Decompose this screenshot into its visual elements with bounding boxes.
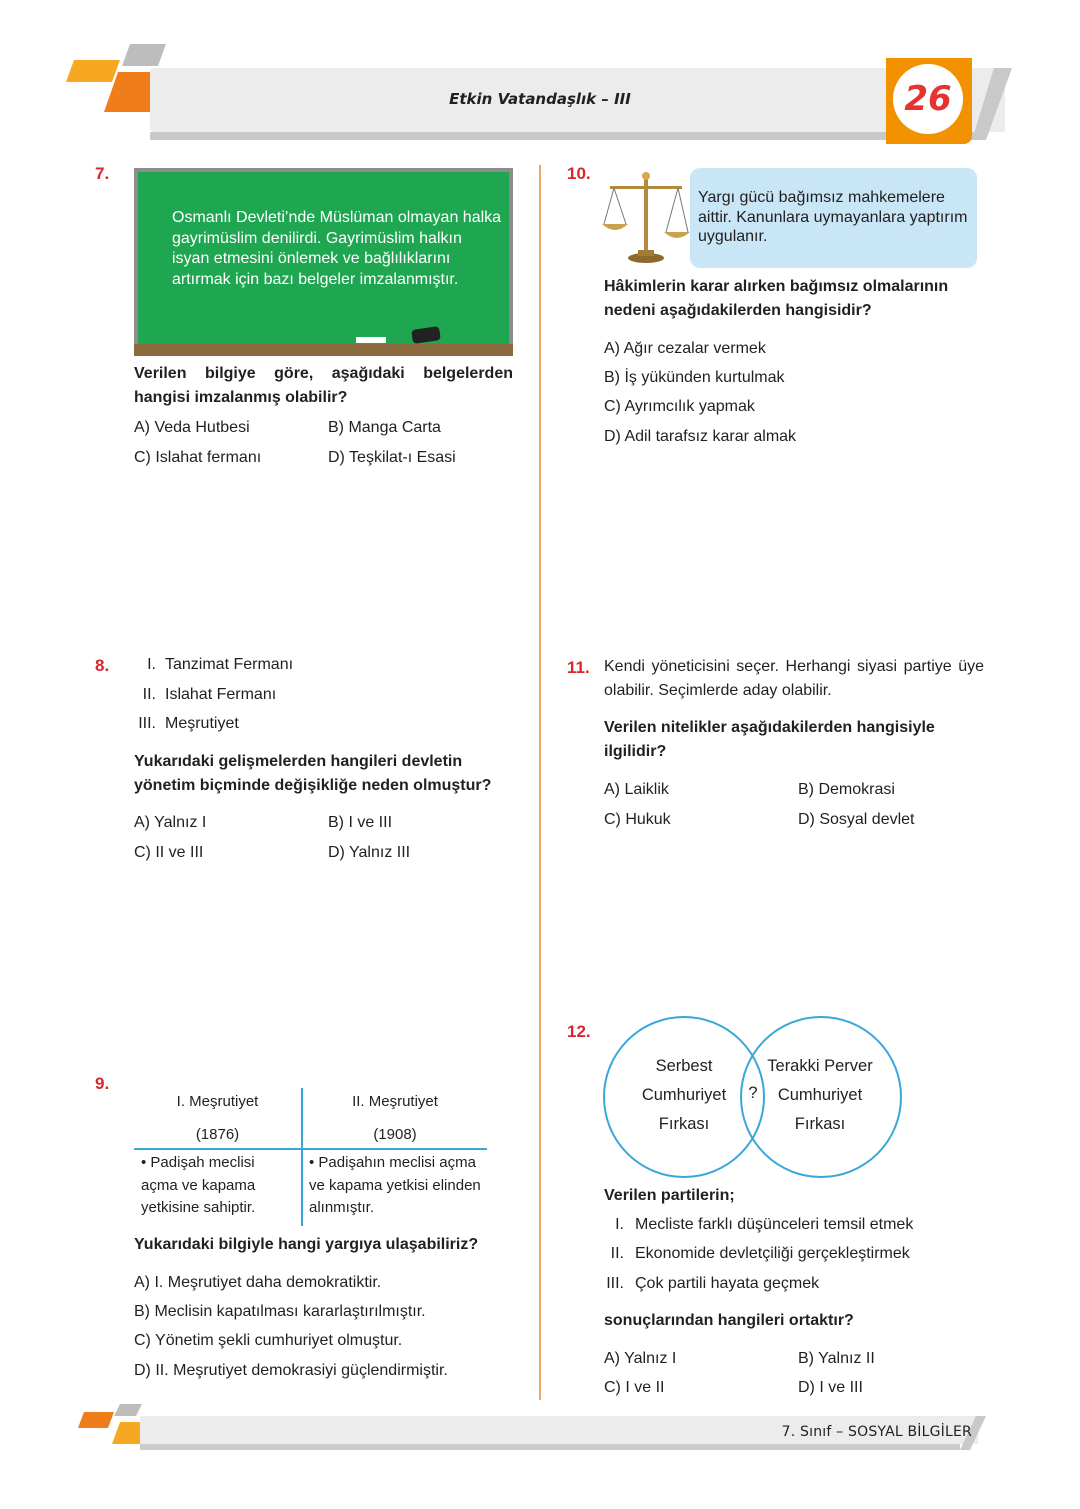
option-d[interactable]: D) II. Meşrutiyet demokrasiyi güçlendirmiştir. xyxy=(134,1362,448,1379)
option-c[interactable]: C) Yönetim şekli cumhuriyet olmuştur. xyxy=(134,1332,403,1349)
roman-numeral: II. xyxy=(142,686,156,703)
option-a[interactable]: A) Yalnız I xyxy=(134,814,207,831)
column-divider xyxy=(539,165,541,1400)
header-title: Etkin Vatandaşlık – III xyxy=(449,90,631,108)
roman-numeral: II. xyxy=(610,1245,624,1262)
list-item: Ekonomide devletçiliği gerçekleştirmek xyxy=(635,1245,910,1262)
option-a[interactable]: A) Yalnız I xyxy=(604,1350,677,1367)
chalkboard xyxy=(134,168,513,356)
footer-text: 7. Sınıf – SOSYAL BİLGİLER xyxy=(781,1424,972,1440)
option-c[interactable]: C) II ve III xyxy=(134,844,204,861)
option-b[interactable]: B) Manga Carta xyxy=(328,419,441,436)
question-text: Verilen nitelikler aşağıdakilerden hangisiyle ilgilidir? xyxy=(604,719,935,760)
option-d[interactable]: D) Teşkilat-ı Esasi xyxy=(328,449,456,466)
question-text: Hâkimlerin karar alırken bağımsız olmalarının nedeni aşağıdakilerden hangisidir? xyxy=(604,278,949,319)
header-bar-shadow xyxy=(150,132,980,140)
page-number: 26 xyxy=(893,64,963,134)
option-c[interactable]: C) Ayrımcılık yapmak xyxy=(604,398,755,415)
justice-scales-icon xyxy=(600,170,692,266)
venn-right-label-line: Fırkası xyxy=(794,1115,846,1133)
list-item: Mecliste farklı düşünceleri temsil etmek xyxy=(635,1216,914,1233)
option-d[interactable]: D) Sosyal devlet xyxy=(798,811,915,828)
question-stem: Kendi yöneticisini seçer. Herhangi siyasi partiye üye olabilir. Seçimlerde aday olabilir. xyxy=(604,658,984,699)
question-number: 11. xyxy=(567,658,590,677)
venn-right-label-line: Cumhuriyet xyxy=(777,1086,863,1104)
question-number: 7. xyxy=(95,164,110,183)
question-number: 8. xyxy=(95,656,110,675)
list-item: Çok partili hayata geçmek xyxy=(635,1275,820,1292)
roman-numeral: III. xyxy=(138,715,156,732)
venn-left-label-line: Fırkası xyxy=(658,1115,710,1133)
option-a[interactable]: A) I. Meşrutiyet daha demokratiktir. xyxy=(134,1274,382,1291)
venn-intersection-label: ? xyxy=(748,1084,758,1102)
option-d[interactable]: D) Adil tarafsız karar almak xyxy=(604,428,797,445)
option-b[interactable]: B) I ve III xyxy=(328,814,393,831)
table-header-cell: (1876) xyxy=(195,1126,240,1143)
roman-numeral: I. xyxy=(615,1216,624,1233)
table-header-cell: II. Meşrutiyet xyxy=(352,1093,438,1110)
option-d[interactable]: D) I ve III xyxy=(798,1379,863,1396)
question-text: sonuçlarından hangileri ortaktır? xyxy=(604,1312,854,1329)
option-d[interactable]: D) Yalnız III xyxy=(328,844,411,861)
table-cell: • Padişah meclisi açma ve kapama yetkisine sahiptir. xyxy=(141,1154,256,1216)
option-c[interactable]: C) I ve II xyxy=(604,1379,665,1396)
option-b[interactable]: B) İş yükünden kurtulmak xyxy=(604,369,785,386)
info-bubble xyxy=(690,168,977,268)
footer-bar-shadow xyxy=(140,1444,960,1450)
question-number: 9. xyxy=(95,1074,110,1093)
chalkboard-text: Osmanlı Devleti’nde Müslüman olmayan halka gayrimüslim denilirdi. Gayrimüslim halkın isyan etmesini önlemek ve bağlılıklarını artırmak için bazı belgeler imzalanmıştır. xyxy=(172,209,502,288)
question-intro: Verilen partilerin; xyxy=(604,1187,735,1204)
venn-left-label-line: Serbest xyxy=(655,1057,713,1075)
table-header-divider xyxy=(134,1148,487,1150)
info-bubble-text: Yargı gücü bağımsız mahkemelere aittir. Kanunlara uymayanlara yaptırım uygulanır. xyxy=(698,189,968,245)
option-c[interactable]: C) Hukuk xyxy=(604,811,671,828)
option-b[interactable]: B) Yalnız II xyxy=(798,1350,875,1367)
option-a[interactable]: A) Veda Hutbesi xyxy=(134,419,250,436)
chalk-icon xyxy=(356,337,386,343)
table-cell: • Padişahın meclisi açma ve kapama yetkisi elinden alınmıştır. xyxy=(309,1154,481,1216)
venn-right-label-line: Terakki Perver xyxy=(767,1057,873,1075)
chalkboard-surface xyxy=(138,172,509,344)
option-a[interactable]: A) Ağır cezalar vermek xyxy=(604,340,766,357)
option-a[interactable]: A) Laiklik xyxy=(604,781,669,798)
option-b[interactable]: B) Demokrasi xyxy=(798,781,895,798)
list-item: Islahat Fermanı xyxy=(165,686,277,703)
option-c[interactable]: C) Islahat fermanı xyxy=(134,449,262,466)
list-item: Tanzimat Fermanı xyxy=(165,656,294,673)
question-text: Verilen bilgiye göre, aşağıdaki belgelerden hangisi imzalanmış olabilir? xyxy=(134,365,513,406)
chalkboard-ledge xyxy=(134,344,513,356)
question-text: Yukarıdaki gelişmelerden hangileri devletin yönetim biçminde değişikliğe neden olmuştur? xyxy=(134,753,492,794)
roman-numeral: I. xyxy=(147,656,156,673)
table-header-cell: I. Meşrutiyet xyxy=(176,1093,259,1110)
question-text: Yukarıdaki bilgiyle hangi yargıya ulaşabiliriz? xyxy=(134,1236,479,1253)
venn-left-label-line: Cumhuriyet xyxy=(641,1086,727,1104)
option-b[interactable]: B) Meclisin kapatılması kararlaştırılmıştır. xyxy=(134,1303,426,1320)
list-item: Meşrutiyet xyxy=(165,715,239,732)
question-number: 10. xyxy=(567,164,591,183)
question-number: 12. xyxy=(567,1022,591,1041)
table-header-cell: (1908) xyxy=(373,1126,417,1143)
roman-numeral: III. xyxy=(606,1275,624,1292)
